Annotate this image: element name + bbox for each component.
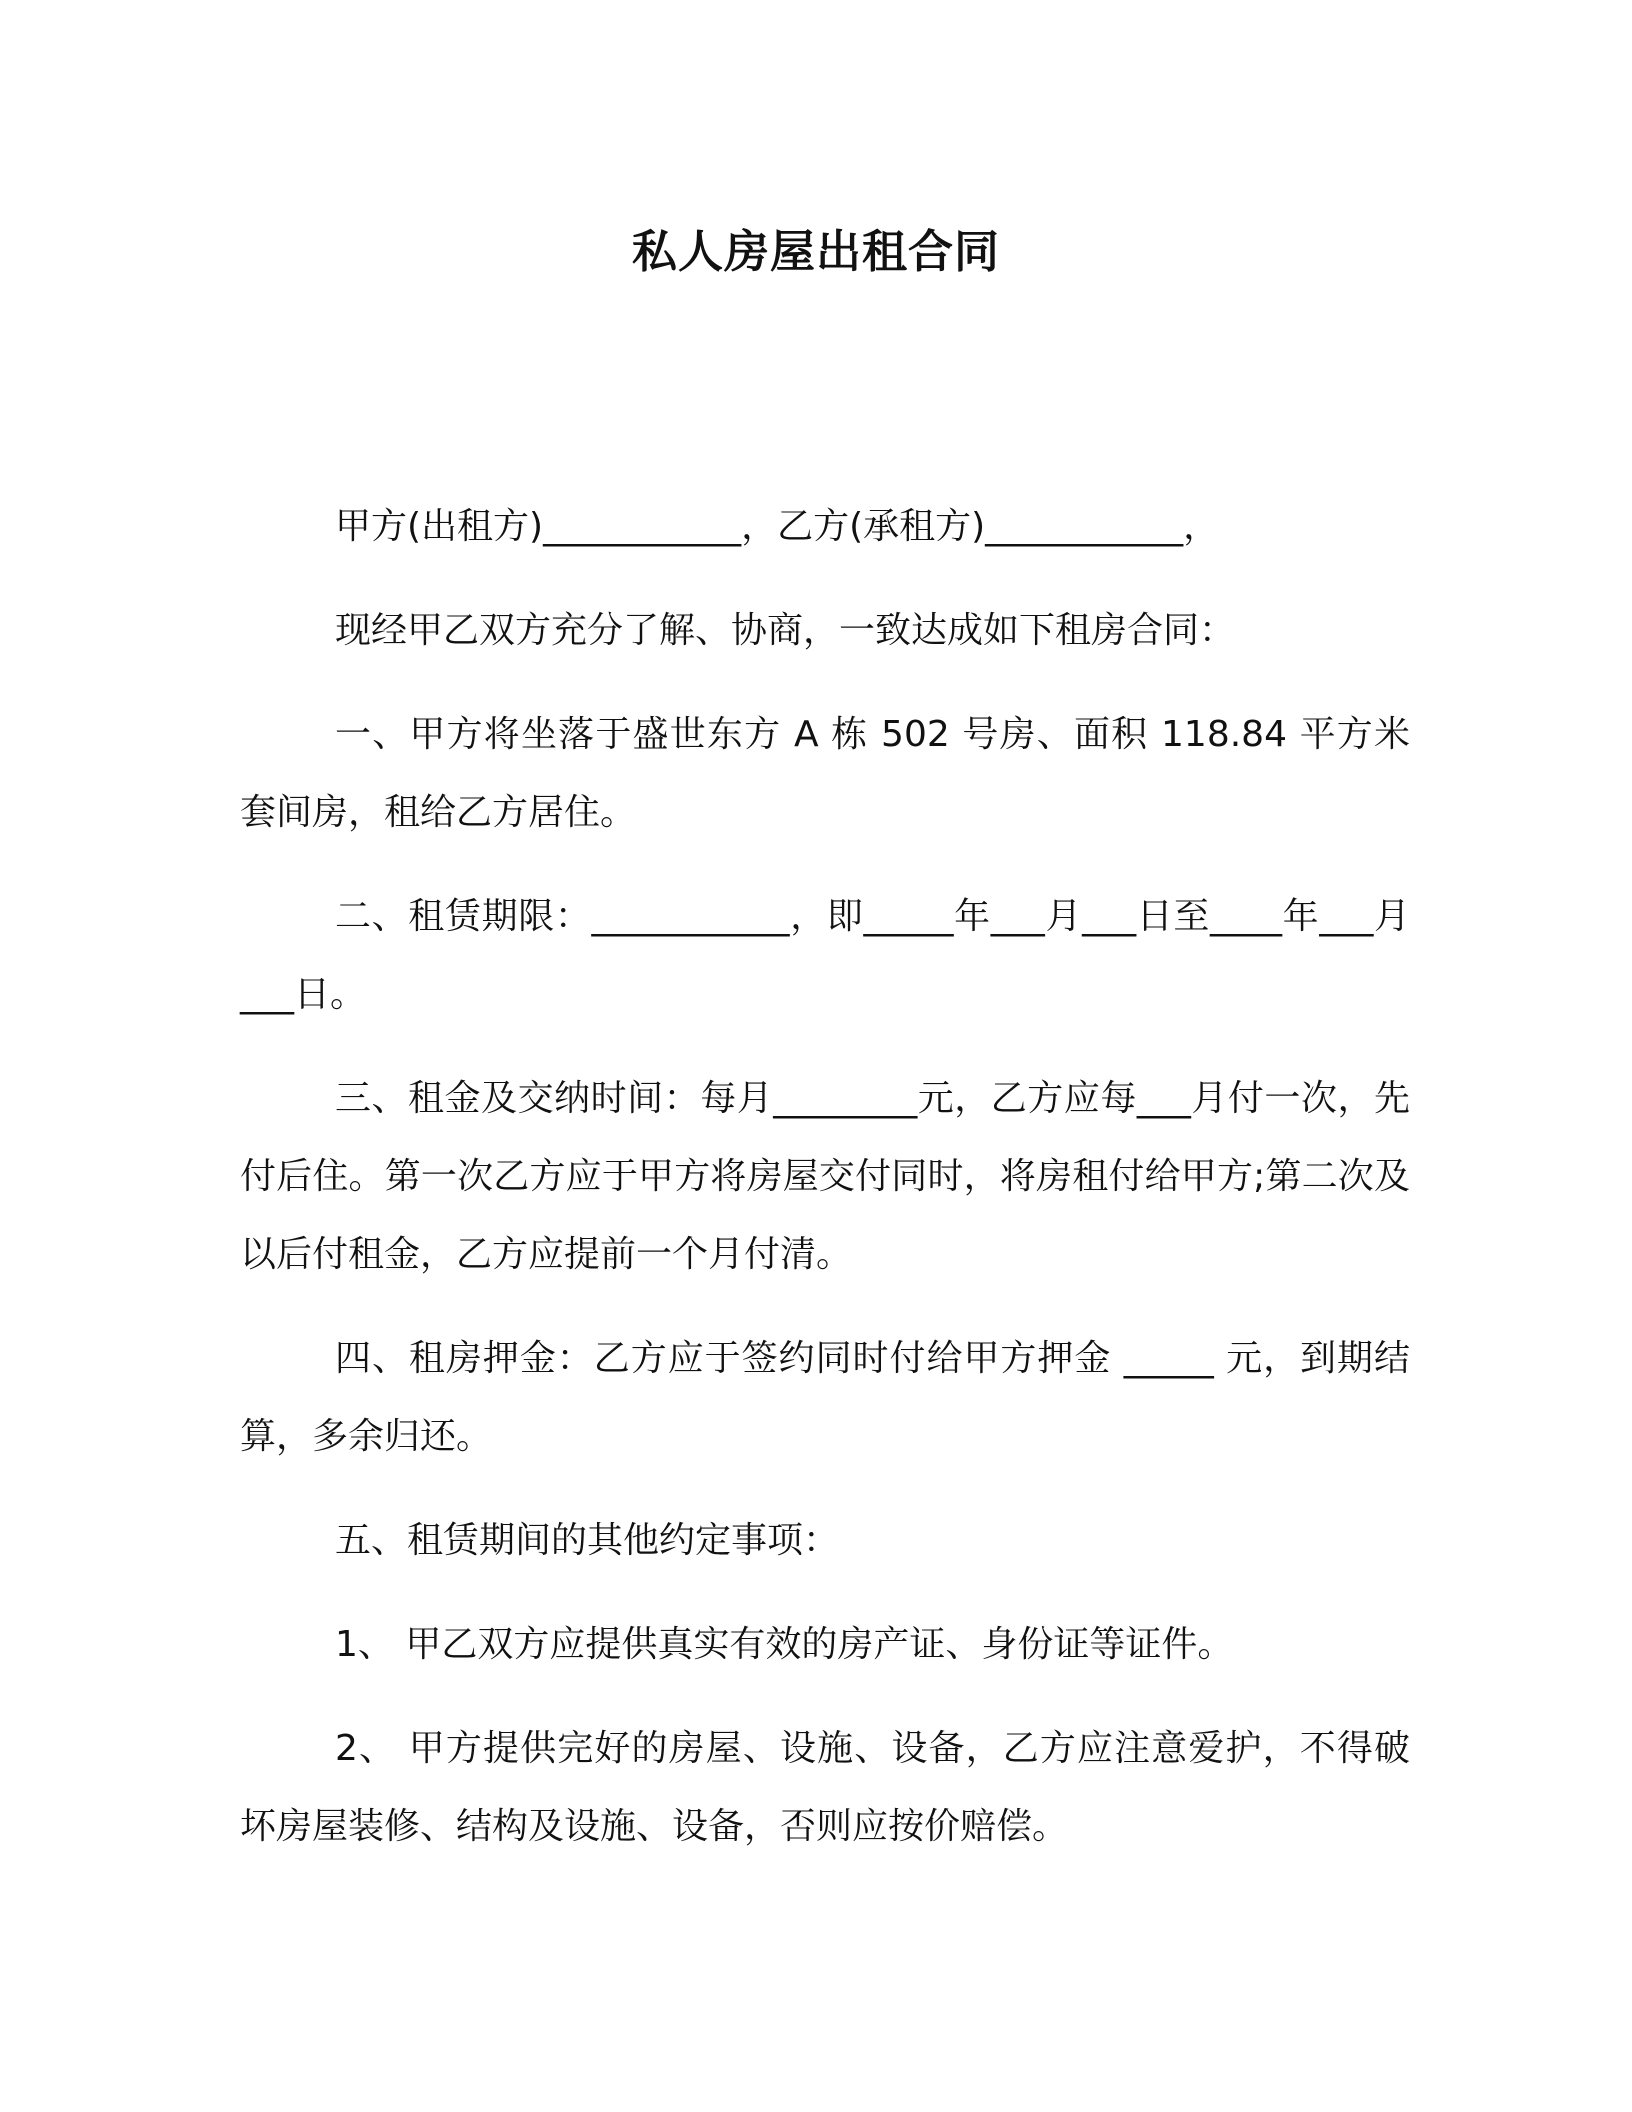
- clause-3-rent-payment: 三、租金及交纳时间：每月________元，乙方应每___月付一次，先付后住。第一次乙方应于甲方将房屋交付同时，将房租付给甲方;第二次及以后付租金，乙方应提前一个月付清。: [240, 1078, 1410, 1275]
- sub-clause-1-documents: 1、 甲乙双方应提供真实有效的房产证、身份证等证件。: [335, 1624, 1234, 1665]
- agreement-intro-paragraph: 现经甲乙双方充分了解、协商，一致达成如下租房合同：: [335, 610, 1236, 651]
- sub-clause-2-facilities: 2、 甲方提供完好的房屋、设施、设备，乙方应注意爱护，不得破坏房屋装修、结构及设施、设备，否则应按价赔偿。: [240, 1728, 1410, 1847]
- clause-4-deposit: 四、租房押金：乙方应于签约同时付给甲方押金 _____ 元，到期结算，多余归还。: [240, 1338, 1410, 1457]
- clause-5-other-terms: 五、租赁期间的其他约定事项：: [335, 1520, 840, 1561]
- parties-paragraph: 甲方(出租方)___________，乙方(承租方)___________，: [335, 506, 1220, 547]
- contract-body: [240, 488, 1410, 1892]
- document-title: 私人房屋出租合同: [631, 225, 1000, 278]
- clause-1-property: 一、甲方将坐落于盛世东方 A 栋 502 号房、面积 118.84 平方米套间房，租给乙方居住。: [240, 714, 1410, 833]
- clause-2-lease-term: 二、租赁期限：___________，即_____年___月___日至____年___月___日。: [240, 896, 1410, 1015]
